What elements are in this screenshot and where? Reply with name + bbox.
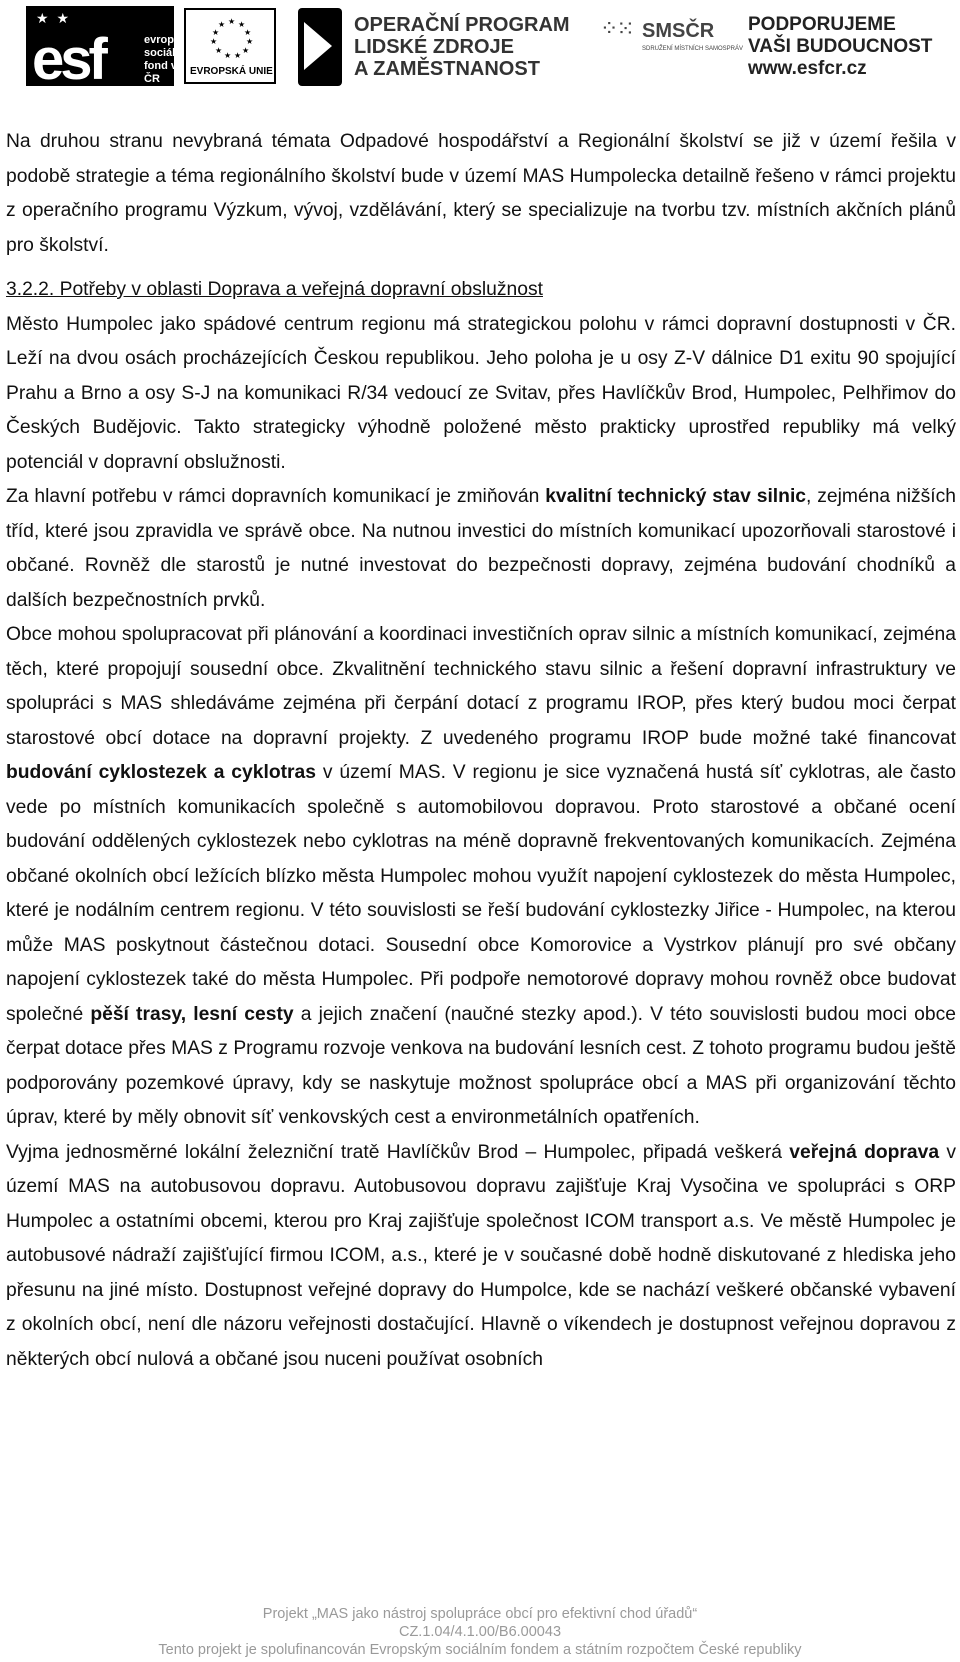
text-run: , zejména nižších tříd, které jsou zpravidla ve správě obce. Na nutnou investici do místních komunikací upozorňovali starostové i občané. Rovněž dle starostů je nutné investovat do bezpečnosti dopravy, zejména budování chodníků a dalších bezpečnostních prvků.: [6, 486, 956, 611]
footer-project: Projekt „MAS jako nástroj spolupráce obcí pro efektivní chod úřadů“: [262, 1606, 698, 1622]
eu-stars-icon: [206, 16, 254, 60]
esf-mark: [26, 6, 193, 92]
eu-flag-logo: [184, 8, 276, 84]
svg-text:★: ★: [212, 28, 220, 37]
smscr-name: SMSČR: [642, 20, 715, 42]
op-arrow-icon: [298, 8, 342, 86]
svg-text:★: ★: [218, 20, 226, 29]
paragraph-public-transport: [6, 1136, 956, 1378]
svg-text:★: ★: [246, 37, 254, 46]
podporujeme-logo: [748, 6, 938, 86]
svg-text:★: ★: [228, 17, 236, 26]
footer-code: CZ.1.04/4.1.00/B6.00043: [398, 1624, 562, 1640]
op-line: LIDSKÉ ZDROJE: [354, 36, 515, 58]
podpor-line: www.esfcr.cz: [748, 58, 867, 79]
op-lzz-logo: [298, 6, 598, 86]
svg-text:★: ★: [215, 46, 223, 55]
bold-text-run: kvalitní technický stav silnic: [545, 486, 807, 507]
section-heading: [6, 273, 956, 308]
bold-text-run: veřejná doprava: [789, 1141, 940, 1163]
intro-paragraph: Na druhou stranu nevybraná témata Odpadové hospodářství a Regionální školství se již v území řešila v podobě strategie a téma regionálního školství bude v území MAS Humpolecka detailně řešeno v rámci projektu z operačního programu Výzkum, vývoj, vzdělávání, který se specializuje na tvorbu tzv. místních akčních plánů pro školství.: [6, 131, 956, 256]
esf-letters: esf: [32, 27, 104, 92]
page-footer: [0, 1605, 960, 1659]
text-run: Obce mohou spolupracovat při plánování a koordinaci investičních oprav silnic a místních komunikací, zejména těch, které propojují sousední obce. Zkvalitnění technického stavu silnic a řešení dopravní infrastruktury ve spolupráci s MAS shledáváme zejména při čerpání dotací z programu IROP, přes který budou moci čerpat starostové obcí dotace na dopravní projekty. Z uvedeného programu IROP bude možné také financovat: [6, 624, 956, 749]
bold-text-run: pěší trasy, lesní cesty: [90, 1003, 294, 1025]
smscr-logo: [600, 6, 744, 86]
section-heading-text: 3.2.2. Potřeby v oblasti Doprava a veřejná dopravní obslužnost: [6, 279, 543, 300]
smscr-subtitle: SDRUŽENÍ MÍSTNÍCH SAMOSPRÁV: [642, 46, 744, 52]
eu-caption: EVROPSKÁ UNIE: [190, 66, 273, 77]
esf-caption-line: sociální: [144, 47, 185, 59]
podpor-line: PODPORUJEME: [748, 14, 896, 35]
op-lzz-text: [354, 14, 570, 80]
footer-funding: Tento projekt je spolufinancován Evropským sociálním fondem a státním rozpočtem České republiky: [158, 1642, 802, 1658]
svg-text:★: ★: [234, 51, 242, 60]
text-run: v území MAS. V regionu je sice vyznačená hustá síť cyklotras, ale často vede po místních komunikacích společně s automobilovou dopravou. Proto starostové a občané ocení budování oddělených cyklostezek nebo cyklotras na méně dopravně frekventovaných komunikacích. Zejména občané okolních obcí ležících blízko města Humpolec mohou využít napojení cyklostezek do města Humpolec, které je nodálním centrem regionu. V této souvislosti se řeší budování cyklostezky Jiřice - Humpolec, na kterou může MAS poskytnout částečnou dotaci. Sousední obce Komorovice a Vystrkov plánují pro své občany napojení cyklostezek také do města Humpolec. Při podpoře nemotorové dopravy mohou rovněž obce budovat společné: [6, 762, 956, 1025]
op-line: A ZAMĚSTNANOST: [354, 58, 540, 80]
logo-band: [0, 0, 960, 96]
svg-text:★: ★: [238, 20, 246, 29]
esf-caption-line: fond v ČR: [144, 60, 177, 85]
text-run: v území MAS na autobusovou dopravu. Autobusovou dopravu zajišťuje Kraj Vysočina ve spolupráci s ORP Humpolec a ostatními obcemi, kterou pro Kraj zajišťuje společnost ICOM transport a.s. Ve městě Humpolec je autobusové nádraží zajišťující firmou ICOM, a.s., které je v současné době hodně diskutované z hlediska jeho přesunu na jiné místo. Dostupnost veřejné dopravy do Humpolce, kde se nachází veškeré občanské vybavení z okolních obcí, není dle názoru veřejnosti dostačující. Hlavně o víkendech je dostupnost veřejnou dopravou z některých obcí nulová a občané jsou nuceni používat osobních: [6, 1141, 956, 1370]
text-run: Vyjma jednosměrné lokální železniční tratě Havlíčkův Brod – Humpolec, připadá veškerá: [6, 1141, 790, 1163]
svg-text:★: ★: [224, 51, 232, 60]
document-body: [6, 125, 956, 1377]
svg-text:★: ★: [244, 28, 252, 37]
op-line: OPERAČNÍ PROGRAM: [354, 14, 570, 36]
bold-text-run: budování cyklostezek a cyklotras: [6, 762, 316, 783]
dot-cluster-icon: ⁘⁙: [600, 16, 633, 41]
svg-text:★: ★: [210, 37, 218, 46]
text-run: a jejich značení (naučné stezky apod.). V této souvislosti budou moci obce čerpat dotace přes MAS z Programu rozvoje venkova na budování lesních cest. Z tohoto programu budou ještě podporovány pozemkové úpravy, kdy se naskytuje možnost spolupráce obcí a MAS při organizování těchto úprav, které by měly obnovit síť venkovských cest a environmetálních opatřeních.: [6, 1003, 956, 1128]
podpor-line: VAŠI BUDOUCNOST: [748, 36, 933, 57]
esf-caption-line: evropský: [144, 34, 193, 46]
paragraph-location: Město Humpolec jako spádové centrum regionu má strategickou polohu v rámci dopravní dostupnosti v ČR. Leží na dvou osách procházejících Českou republikou. Jeho poloha je u osy Z-V dálnice D1 exitu 90 spojující Prahu a Brno a osy S-J na komunikaci R/34 vedoucí ze Svitav, přes Havlíčkův Brod, Humpolec, Pelhřimov do Českých Budějovic. Takto strategicky výhodně položené město prakticky uprostřed republiky má velký potenciál v dopravní obslužnosti.: [6, 313, 956, 473]
star-icons: ★ ★: [36, 10, 71, 26]
paragraph-cycling: [6, 618, 956, 1136]
text-run: Za hlavní potřebu v rámci dopravních komunikací je zmiňován: [6, 486, 546, 507]
paragraph-roads: [6, 480, 956, 618]
esf-logo: [26, 6, 276, 92]
podporujeme-text: [748, 14, 932, 80]
svg-text:★: ★: [242, 46, 250, 55]
